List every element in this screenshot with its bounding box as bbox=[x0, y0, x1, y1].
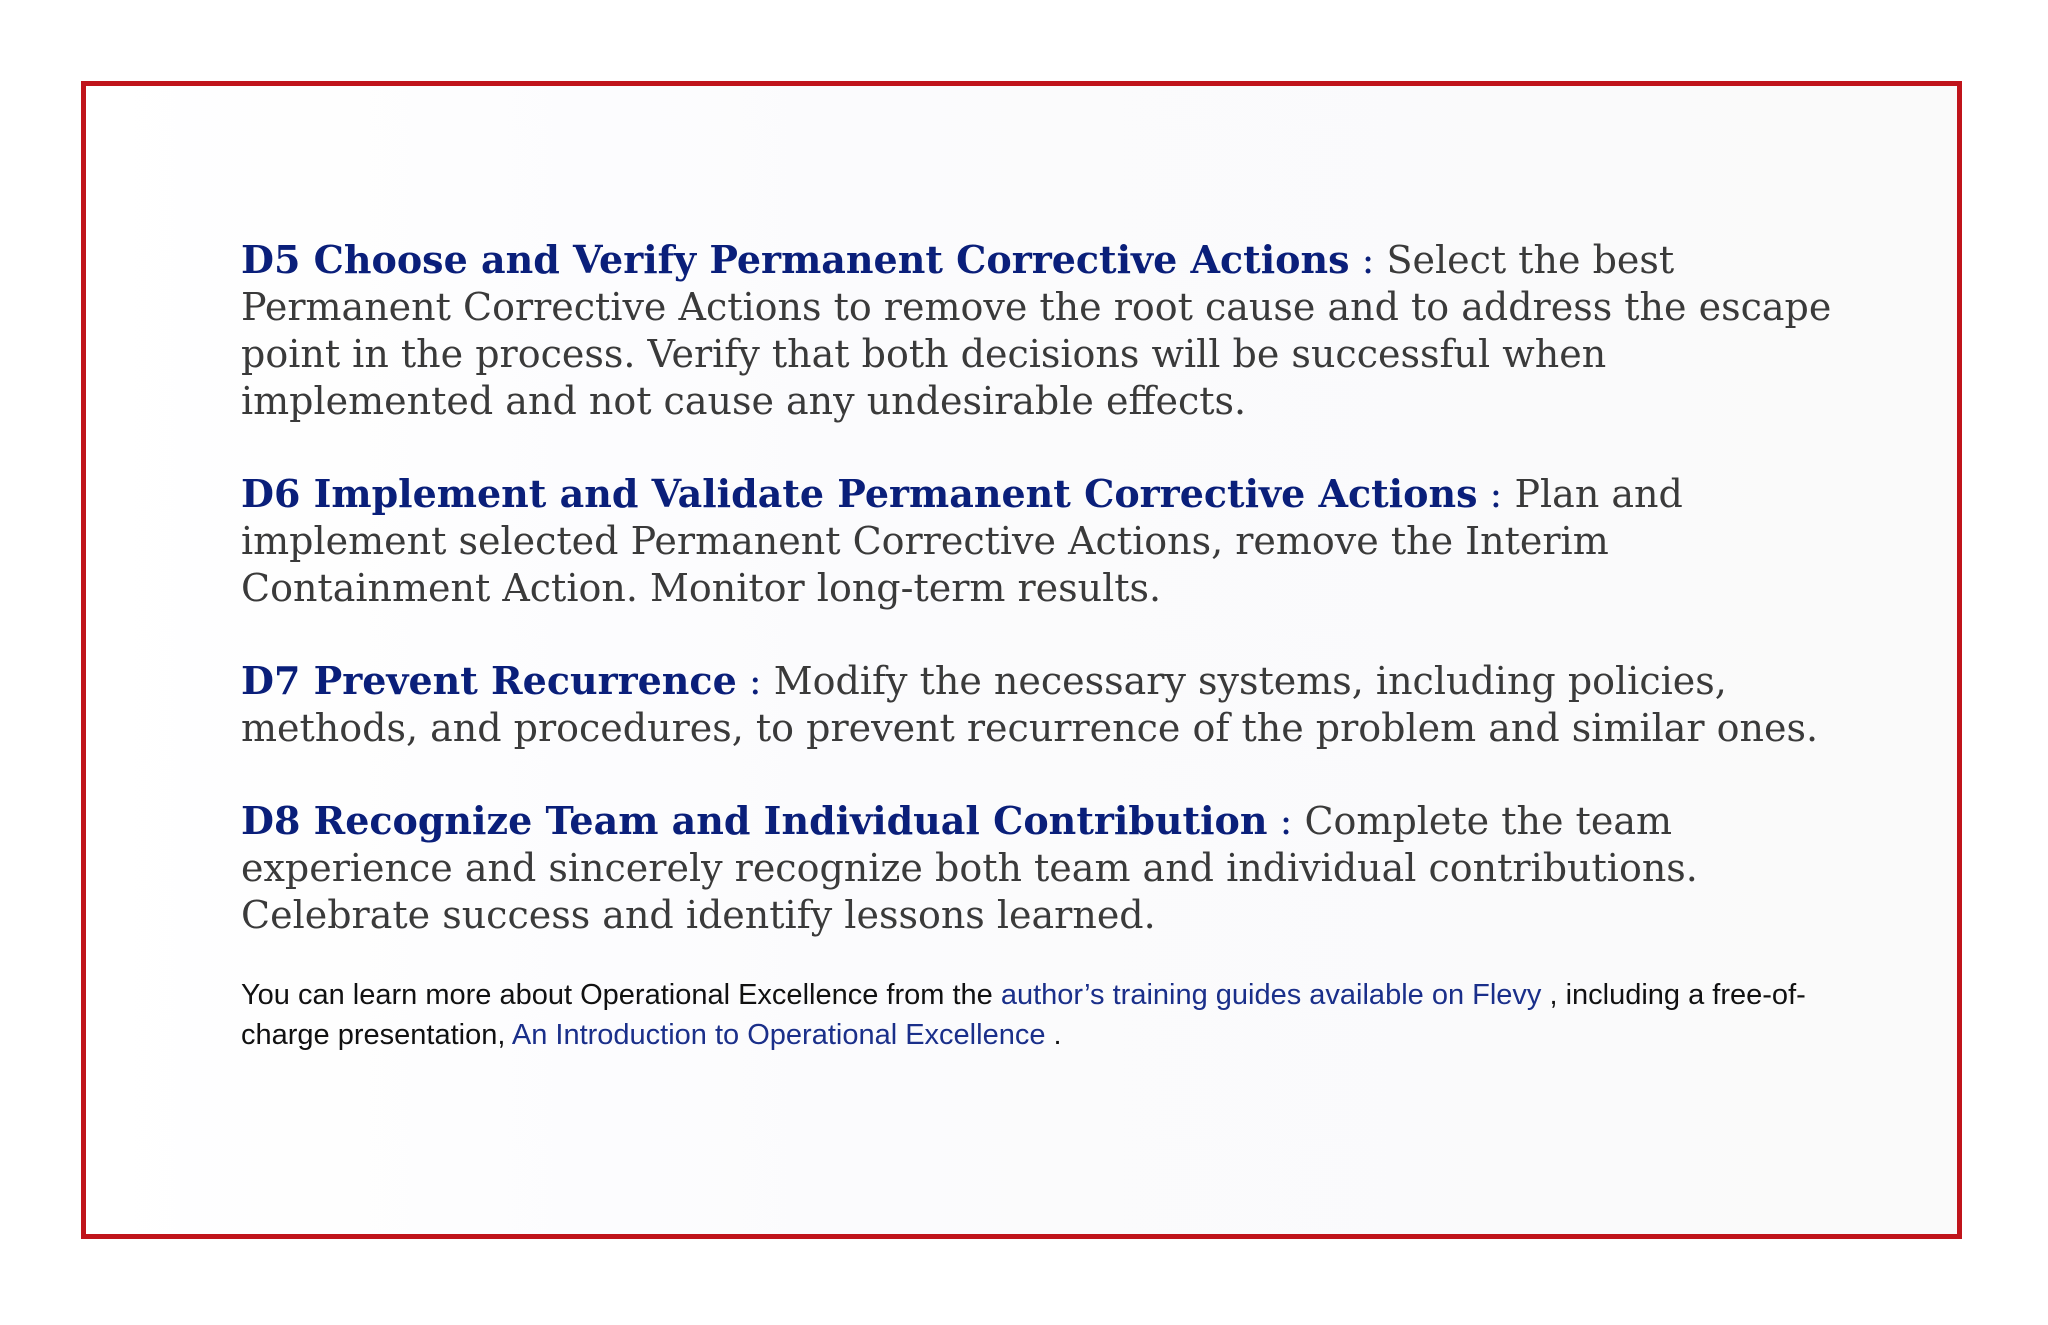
footer-note bbox=[241, 975, 1841, 1055]
footer-text-before: You can learn more about Operational Excellence from the bbox=[241, 979, 1001, 1011]
d8-item bbox=[241, 797, 1841, 939]
d8-description: Complete the team experience and sincerely recognize both team and individual contributions. Celebrate success and identify lessons learned. bbox=[241, 799, 1698, 937]
footer-text-middle: , including a free-of-charge presentation, bbox=[241, 979, 1806, 1051]
d5-item bbox=[241, 236, 1841, 425]
d7-separator: : bbox=[736, 659, 774, 703]
content-body bbox=[241, 236, 1841, 1084]
d5-term: D5 Choose and Verify Permanent Corrective Actions bbox=[241, 237, 1350, 282]
d8-term: D8 Recognize Team and Individual Contribution bbox=[241, 798, 1268, 843]
flevy-guides-link[interactable]: author’s training guides available on Flevy bbox=[1000, 979, 1542, 1011]
d7-term: D7 Prevent Recurrence bbox=[241, 658, 737, 703]
d7-item bbox=[241, 657, 1841, 752]
d6-term: D6 Implement and Validate Permanent Corrective Actions bbox=[241, 471, 1478, 516]
d6-separator: : bbox=[1477, 472, 1515, 516]
intro-opex-link[interactable]: An Introduction to Operational Excellence bbox=[511, 1019, 1046, 1051]
d7-description: Modify the necessary systems, including policies, methods, and procedures, to prevent recurrence of the problem and similar ones. bbox=[241, 659, 1819, 750]
d5-separator: : bbox=[1349, 238, 1387, 282]
d6-item bbox=[241, 470, 1841, 612]
d5-description: Select the best Permanent Corrective Actions to remove the root cause and to address the escape point in the process. Verify that both decisions will be successful when implemented and not cause any undesirable effects. bbox=[241, 238, 1832, 423]
d6-description: Plan and implement selected Permanent Corrective Actions, remove the Interim Containment Action. Monitor long-term results. bbox=[241, 472, 1683, 610]
d8-separator: : bbox=[1267, 799, 1305, 843]
footer-text-after: . bbox=[1045, 1019, 1062, 1051]
